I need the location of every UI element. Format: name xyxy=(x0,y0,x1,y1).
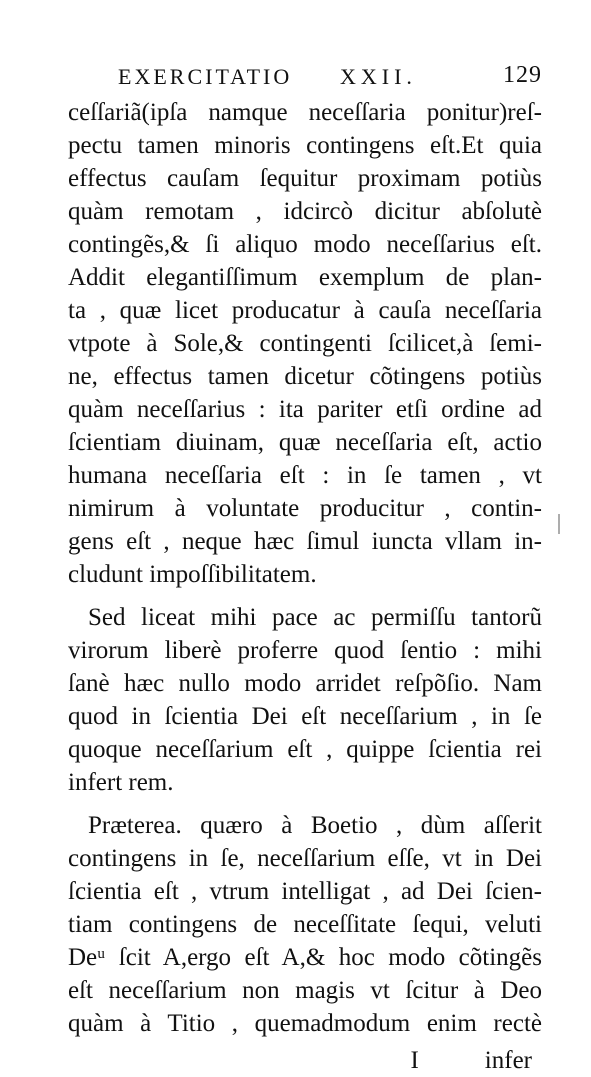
text-line: gens eſt , neque hæc ſimul iuncta vllam in- xyxy=(68,528,542,555)
text-line: infert rem. xyxy=(68,769,174,796)
text-line: eſt neceſſarium non magis vt ſcitur à Deo xyxy=(68,977,542,1004)
text-line: effectus cauſam ſequitur proximam potiùs xyxy=(68,165,542,192)
paragraph-gap xyxy=(68,799,542,809)
text-line: Deᵘ ſcit A,ergo eſt A,& hoc modo cõtingẽs xyxy=(68,944,542,971)
running-head-title: EXERCITATIO xyxy=(118,64,293,89)
text-line: cludunt impoſſibilitatem. xyxy=(68,561,317,588)
running-head xyxy=(118,64,542,94)
text-line: quoque neceſſarium eſt , quippe ſcientia rei xyxy=(68,736,542,763)
text-line: tiam contingens de neceſſitate ſequi, veluti xyxy=(68,911,542,938)
text-line: Addit elegantiſſimum exemplum de plan- xyxy=(68,264,542,291)
text-line: ne, effectus tamen dicetur cõtingens potiùs xyxy=(68,363,542,390)
text-line: vtpote à Sole,& contingenti ſcilicet,à ſemi- xyxy=(68,330,542,357)
paragraph xyxy=(68,96,542,591)
text-line: contingẽs,& ſi aliquo modo neceſſarius eſt. xyxy=(68,231,542,258)
text-line: contingens in ſe, neceſſarium eſſe, vt in Dei xyxy=(68,845,542,872)
text-line: humana neceſſaria eſt : in ſe tamen , vt xyxy=(68,462,542,489)
catch-line xyxy=(68,1044,542,1077)
paragraph-gap xyxy=(68,591,542,601)
text-line: quàm à Titio , quemadmodum enim rectè xyxy=(68,1010,542,1037)
running-head-number: XXII. xyxy=(340,64,417,89)
text-line: Sed liceat mihi pace ac permiſſu tantorũ xyxy=(88,604,542,631)
text-line: ta , quæ licet producatur à cauſa neceſſaria xyxy=(68,297,542,324)
text-line: Præterea. quæro à Boetio , dùm aſſerit xyxy=(88,812,542,839)
margin-mark xyxy=(558,514,560,534)
paragraph xyxy=(68,809,542,1040)
text-line: virorum liberè proferre quod ſentio : mihi xyxy=(68,637,542,664)
text-line: ſcientia eſt , vtrum intelligat , ad Dei ſcien- xyxy=(68,878,542,905)
catchword: infer xyxy=(484,1047,532,1074)
body-text xyxy=(68,96,542,1077)
signature-mark: I xyxy=(410,1047,419,1074)
text-line: pectu tamen minoris contingens eſt.Et quia xyxy=(68,132,542,159)
text-line: quàm neceſſarius : ita pariter etſi ordine ad xyxy=(68,396,542,423)
text-line: ceſſariã(ipſa namque neceſſaria ponitur)reſ- xyxy=(68,99,542,126)
text-line: ſcientiam diuinam, quæ neceſſaria eſt, actio xyxy=(68,429,542,456)
text-line: nimirum à voluntate producitur , contin- xyxy=(68,495,542,522)
page-number: 129 xyxy=(503,62,542,88)
text-line: quàm remotam , idcircò dicitur abſolutè xyxy=(68,198,542,225)
text-line: quod in ſcientia Dei eſt neceſſarium , in ſe xyxy=(68,703,542,730)
text-line: ſanè hæc nullo modo arridet reſpõſio. Nam xyxy=(68,670,542,697)
paragraph xyxy=(68,601,542,799)
